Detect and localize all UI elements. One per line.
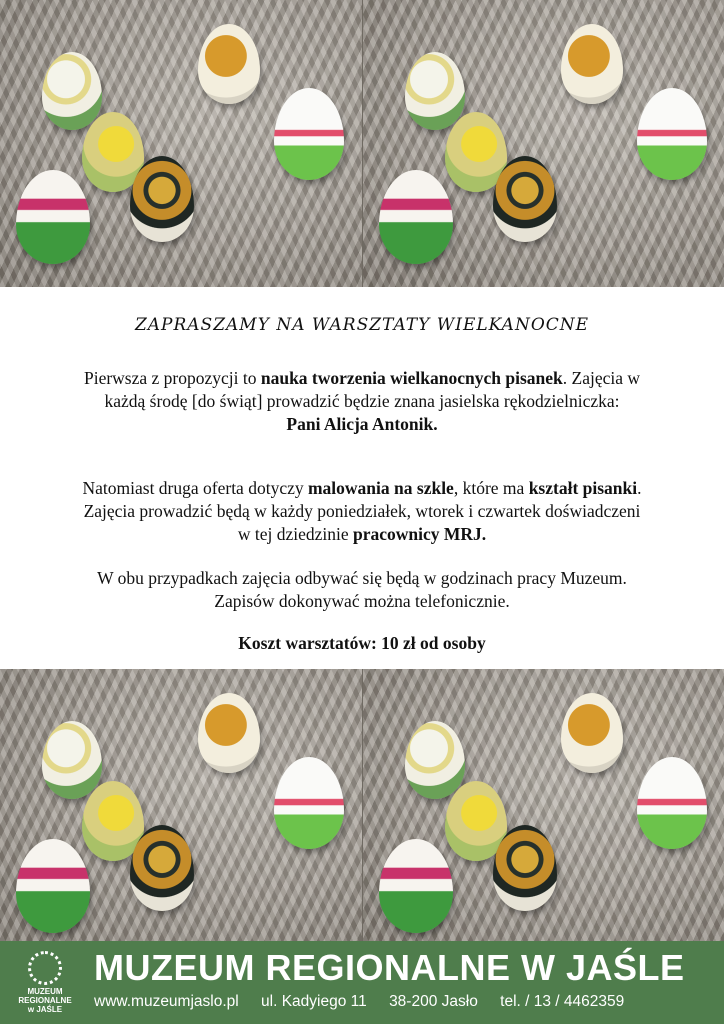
top-photo-band xyxy=(0,0,724,287)
museum-name: MUZEUM REGIONALNE W JAŚLE xyxy=(94,947,685,988)
website-link[interactable]: www.muzeumjaslo.pl xyxy=(94,993,239,1010)
easter-eggs-photo xyxy=(363,669,724,941)
phone-number: tel. / 13 / 4462359 xyxy=(500,993,625,1010)
easter-eggs-photo xyxy=(0,669,363,941)
painted-egg xyxy=(198,24,260,104)
painted-egg xyxy=(274,757,344,849)
painted-egg xyxy=(493,156,557,242)
museum-logo-icon xyxy=(28,951,62,985)
street-address: ul. Kadyiego 11 xyxy=(261,993,367,1010)
paragraph-glass-painting: Natomiast druga oferta dotyczy malowania na szkle, które ma kształt pisanki. Zajęcia prowadzić będą w każdy poniedziałek, wtorek i czwartek doświadczeni w tej dziedzinie pracownicy MRJ. xyxy=(82,478,642,544)
painted-egg xyxy=(130,825,194,911)
postal-city: 38-200 Jasło xyxy=(389,993,478,1010)
painted-egg xyxy=(405,721,465,799)
bottom-photo-band xyxy=(0,669,724,941)
painted-egg xyxy=(637,88,707,180)
price-line: Koszt warsztatów: 10 zł od osoby xyxy=(238,633,486,653)
paragraph-schedule: W obu przypadkach zajęcia odbywać się będą w godzinach pracy Muzeum. Zapisów dokonywać można telefonicznie. xyxy=(97,568,627,611)
invitation-heading: ZAPRASZAMY NA WARSZTATY WIELKANOCNE xyxy=(134,315,590,335)
painted-egg xyxy=(561,24,623,104)
painted-egg xyxy=(561,693,623,773)
museum-logo xyxy=(14,949,76,1019)
easter-eggs-photo xyxy=(0,0,363,287)
painted-egg xyxy=(379,170,453,264)
painted-egg xyxy=(379,839,453,933)
painted-egg xyxy=(130,156,194,242)
instructor-name: Pani Alicja Antonik. xyxy=(286,414,438,434)
painted-egg xyxy=(16,839,90,933)
painted-egg xyxy=(405,52,465,130)
invitation-content xyxy=(0,287,724,669)
painted-egg xyxy=(42,721,102,799)
painted-egg xyxy=(16,170,90,264)
contact-info xyxy=(94,993,642,1011)
museum-footer xyxy=(0,941,724,1024)
paragraph-pisanki: Pierwsza z propozycji to nauka tworzenia wielkanocnych pisanek. Zajęcia w każdą środę [do świąt] prowadzić będzie znana jasielska rękodzielniczka: Pani Alicja Antonik. xyxy=(83,368,641,434)
museum-logo-text: MUZEUM REGIONALNE w JAŚLE xyxy=(18,987,72,1014)
painted-egg xyxy=(198,693,260,773)
painted-egg xyxy=(42,52,102,130)
painted-egg xyxy=(493,825,557,911)
painted-egg xyxy=(637,757,707,849)
painted-egg xyxy=(274,88,344,180)
easter-eggs-photo xyxy=(363,0,724,287)
